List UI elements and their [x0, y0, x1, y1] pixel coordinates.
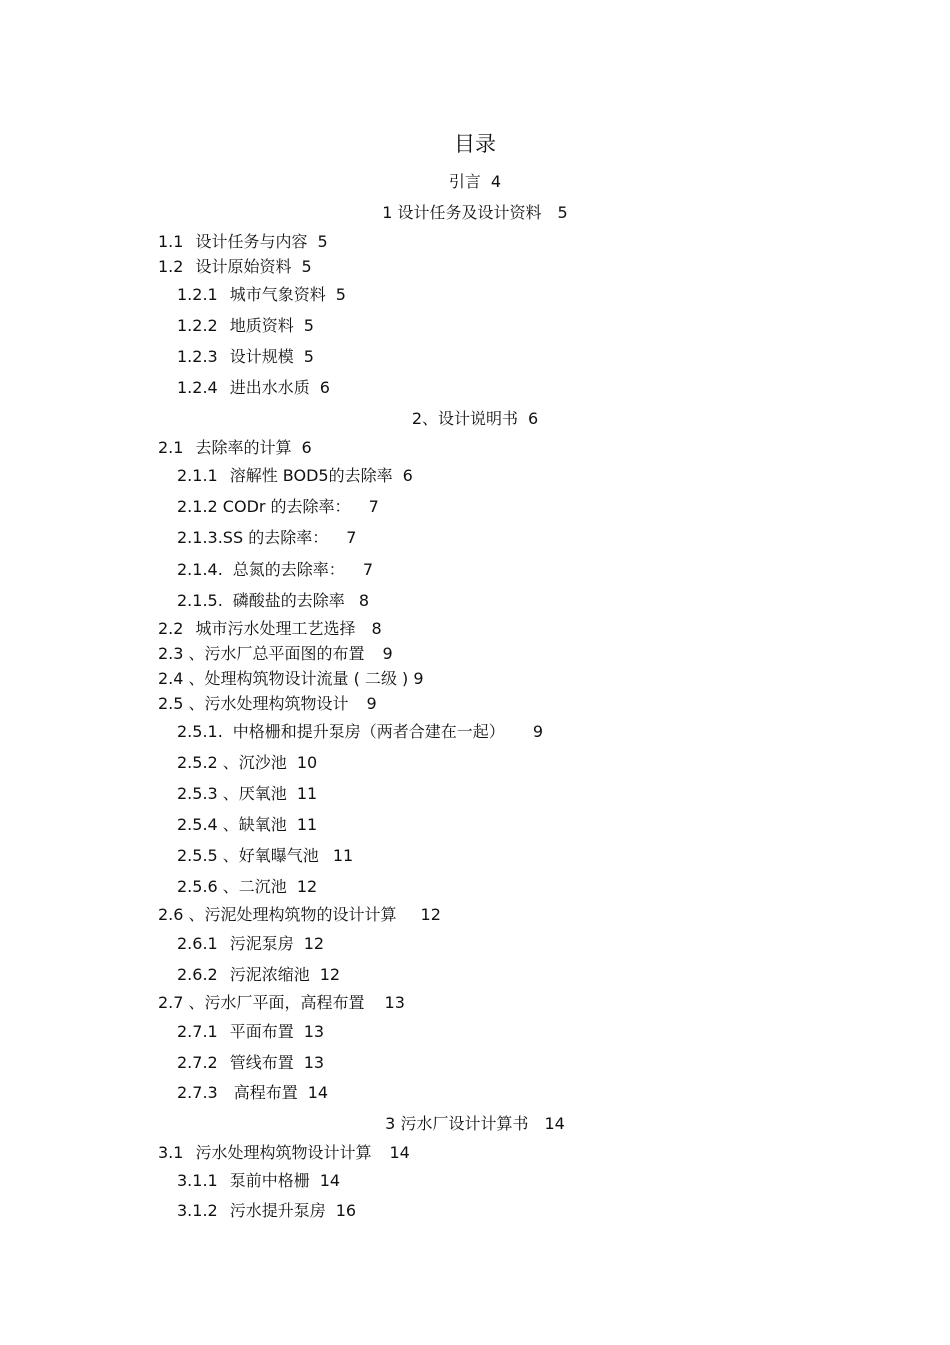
entry-page: 12 [319, 965, 341, 984]
entry-page: 5 [301, 257, 312, 276]
entry-text: 2.7 、污水厂平面，高程布置 [158, 993, 365, 1012]
toc-entry [177, 1171, 340, 1191]
entry-text: 2.5.4 、缺氧池 [177, 815, 287, 834]
entry-number: 2.1.1 [177, 466, 218, 485]
entry-page: 10 [296, 753, 318, 772]
entry-page: 13 [384, 993, 405, 1012]
entry-text: 引言 [448, 172, 481, 191]
entry-text: 2.6 、污泥处理构筑物的设计计算 [158, 905, 397, 924]
entry-text: 设计规模 [229, 347, 294, 366]
toc-entry [177, 965, 340, 985]
entry-number: 2.6.2 [177, 965, 218, 984]
entry-text: 设计任务与内容 [195, 232, 308, 251]
entry-page: 11 [332, 846, 354, 865]
entry-page: 9 [532, 722, 543, 741]
entry-page: 16 [335, 1201, 357, 1220]
toc-entry [177, 846, 353, 866]
toc-entry [177, 722, 543, 742]
toc-entry [177, 1022, 324, 1042]
entry-page: 13 [303, 1053, 325, 1072]
toc-entry [177, 285, 346, 305]
entry-page: 9 [366, 694, 377, 713]
toc-entry [158, 232, 328, 252]
entry-number: 2.1 [158, 438, 184, 457]
entry-text: 2.1.2 CODr 的去除率： [177, 497, 351, 516]
entry-page: 5 [303, 347, 314, 366]
entry-text: 溶解性 BOD5的去除率 [229, 466, 393, 485]
entry-page: 9 [382, 644, 393, 663]
entry-text: 污水处理构筑物设计计算 [195, 1143, 372, 1162]
entry-text: 地质资料 [229, 316, 294, 335]
entry-number: 3.1 [158, 1143, 184, 1162]
entry-text: 城市气象资料 [229, 285, 326, 304]
entry-number: 3.1.2 [177, 1201, 218, 1220]
entry-page: 5 [557, 203, 568, 222]
entry-text: 2.4 、处理构筑物设计流量 ( 二级 ) 9 [158, 669, 424, 688]
entry-text: 城市污水处理工艺选择 [195, 619, 356, 638]
entry-page: 6 [402, 466, 413, 485]
toc-entry [177, 591, 369, 611]
entry-text: 污泥浓缩池 [229, 965, 310, 984]
entry-page: 8 [358, 591, 369, 610]
entry-number: 2.1.4. [177, 560, 223, 579]
entry-page: 14 [319, 1171, 341, 1190]
entry-page: 4 [490, 172, 502, 191]
entry-number: 1.2.2 [177, 316, 218, 335]
entry-text: 进出水水质 [229, 378, 310, 397]
entry-text: 中格栅和提升泵房（两者合建在一起） [232, 722, 505, 741]
toc-entry [177, 378, 330, 398]
entry-page: 6 [528, 409, 539, 428]
entry-text: 污水提升泵房 [229, 1201, 326, 1220]
toc-entry [177, 753, 317, 773]
toc-entry [0, 203, 950, 223]
entry-text: 2.5.6 、二沉池 [177, 877, 287, 896]
entry-number: 2.7.1 [177, 1022, 218, 1041]
entry-text: 2.3 、污水厂总平面图的布置 [158, 644, 365, 663]
toc-title: 目录 [454, 132, 496, 156]
toc-entry [158, 257, 312, 277]
entry-page: 11 [296, 784, 318, 803]
entry-text: 设计原始资料 [195, 257, 292, 276]
toc-entry [177, 815, 317, 835]
entry-text: 泵前中格栅 [229, 1171, 310, 1190]
toc-entry [0, 172, 950, 192]
entry-number: 1.2.4 [177, 378, 218, 397]
entry-text: 2.5 、污水处理构筑物设计 [158, 694, 349, 713]
toc-entry [177, 934, 324, 954]
toc-entry [177, 1053, 324, 1073]
entry-text: 污泥泵房 [229, 934, 294, 953]
entry-text: 管线布置 [229, 1053, 294, 1072]
entry-page: 6 [319, 378, 330, 397]
entry-number: 1.2 [158, 257, 184, 276]
entry-page: 12 [420, 905, 441, 924]
toc-entry [177, 560, 373, 580]
entry-page: 5 [303, 316, 314, 335]
entry-page: 7 [346, 528, 357, 547]
entry-page: 7 [362, 560, 373, 579]
entry-text: 2.5.5 、好氧曝气池 [177, 846, 319, 865]
entry-number: 2.5.1. [177, 722, 223, 741]
toc-entry [0, 1114, 950, 1134]
toc-entry [0, 409, 950, 429]
toc-entry [177, 784, 317, 804]
entry-page: 13 [303, 1022, 325, 1041]
entry-number: 2.6.1 [177, 934, 218, 953]
toc-entry [177, 497, 379, 517]
entry-text: 3 污水厂设计计算书 [385, 1114, 529, 1133]
toc-entry [177, 877, 317, 897]
entry-page: 5 [317, 232, 328, 251]
entry-text: 2.5.2 、沉沙池 [177, 753, 287, 772]
entry-number: 2.1.5. [177, 591, 223, 610]
toc-entry [158, 438, 312, 458]
toc-entry [158, 1143, 410, 1163]
entry-page: 5 [335, 285, 346, 304]
entry-number: 2.7.3 [177, 1083, 218, 1102]
entry-number: 3.1.1 [177, 1171, 218, 1190]
toc-entry [158, 619, 382, 639]
entry-number: 1.2.1 [177, 285, 218, 304]
entry-text: 磷酸盐的去除率 [232, 591, 345, 610]
entry-text: 平面布置 [229, 1022, 294, 1041]
entry-number: 2.7.2 [177, 1053, 218, 1072]
toc-entry [177, 1201, 356, 1221]
entry-page: 14 [544, 1114, 565, 1133]
entry-text: 2、设计说明书 [411, 409, 518, 428]
entry-text: 1 设计任务及设计资料 [382, 203, 542, 222]
toc-entry [177, 316, 314, 336]
entry-text: 去除率的计算 [195, 438, 292, 457]
entry-page: 7 [368, 497, 379, 516]
entry-page: 8 [371, 619, 382, 638]
entry-text: 2.5.3 、厌氧池 [177, 784, 287, 803]
toc-entry [158, 694, 377, 714]
toc-entry [158, 669, 424, 689]
toc-entry [177, 466, 413, 486]
toc-entry [177, 347, 314, 367]
entry-page: 12 [303, 934, 325, 953]
entry-page: 11 [296, 815, 318, 834]
entry-number: 1.2.3 [177, 347, 218, 366]
toc-entry [177, 528, 356, 548]
entry-number: 1.1 [158, 232, 184, 251]
toc-entry [158, 993, 405, 1013]
entry-number: 2.2 [158, 619, 184, 638]
toc-entry [158, 905, 441, 925]
entry-text: 高程布置 [233, 1083, 298, 1102]
entry-page: 14 [389, 1143, 410, 1162]
entry-text: 总氮的去除率： [232, 560, 345, 579]
toc-entry [177, 1083, 328, 1103]
toc-entry [158, 644, 393, 664]
entry-page: 6 [301, 438, 312, 457]
entry-text: 2.1.3.SS 的去除率： [177, 528, 329, 547]
entry-page: 14 [307, 1083, 329, 1102]
entry-page: 12 [296, 877, 318, 896]
